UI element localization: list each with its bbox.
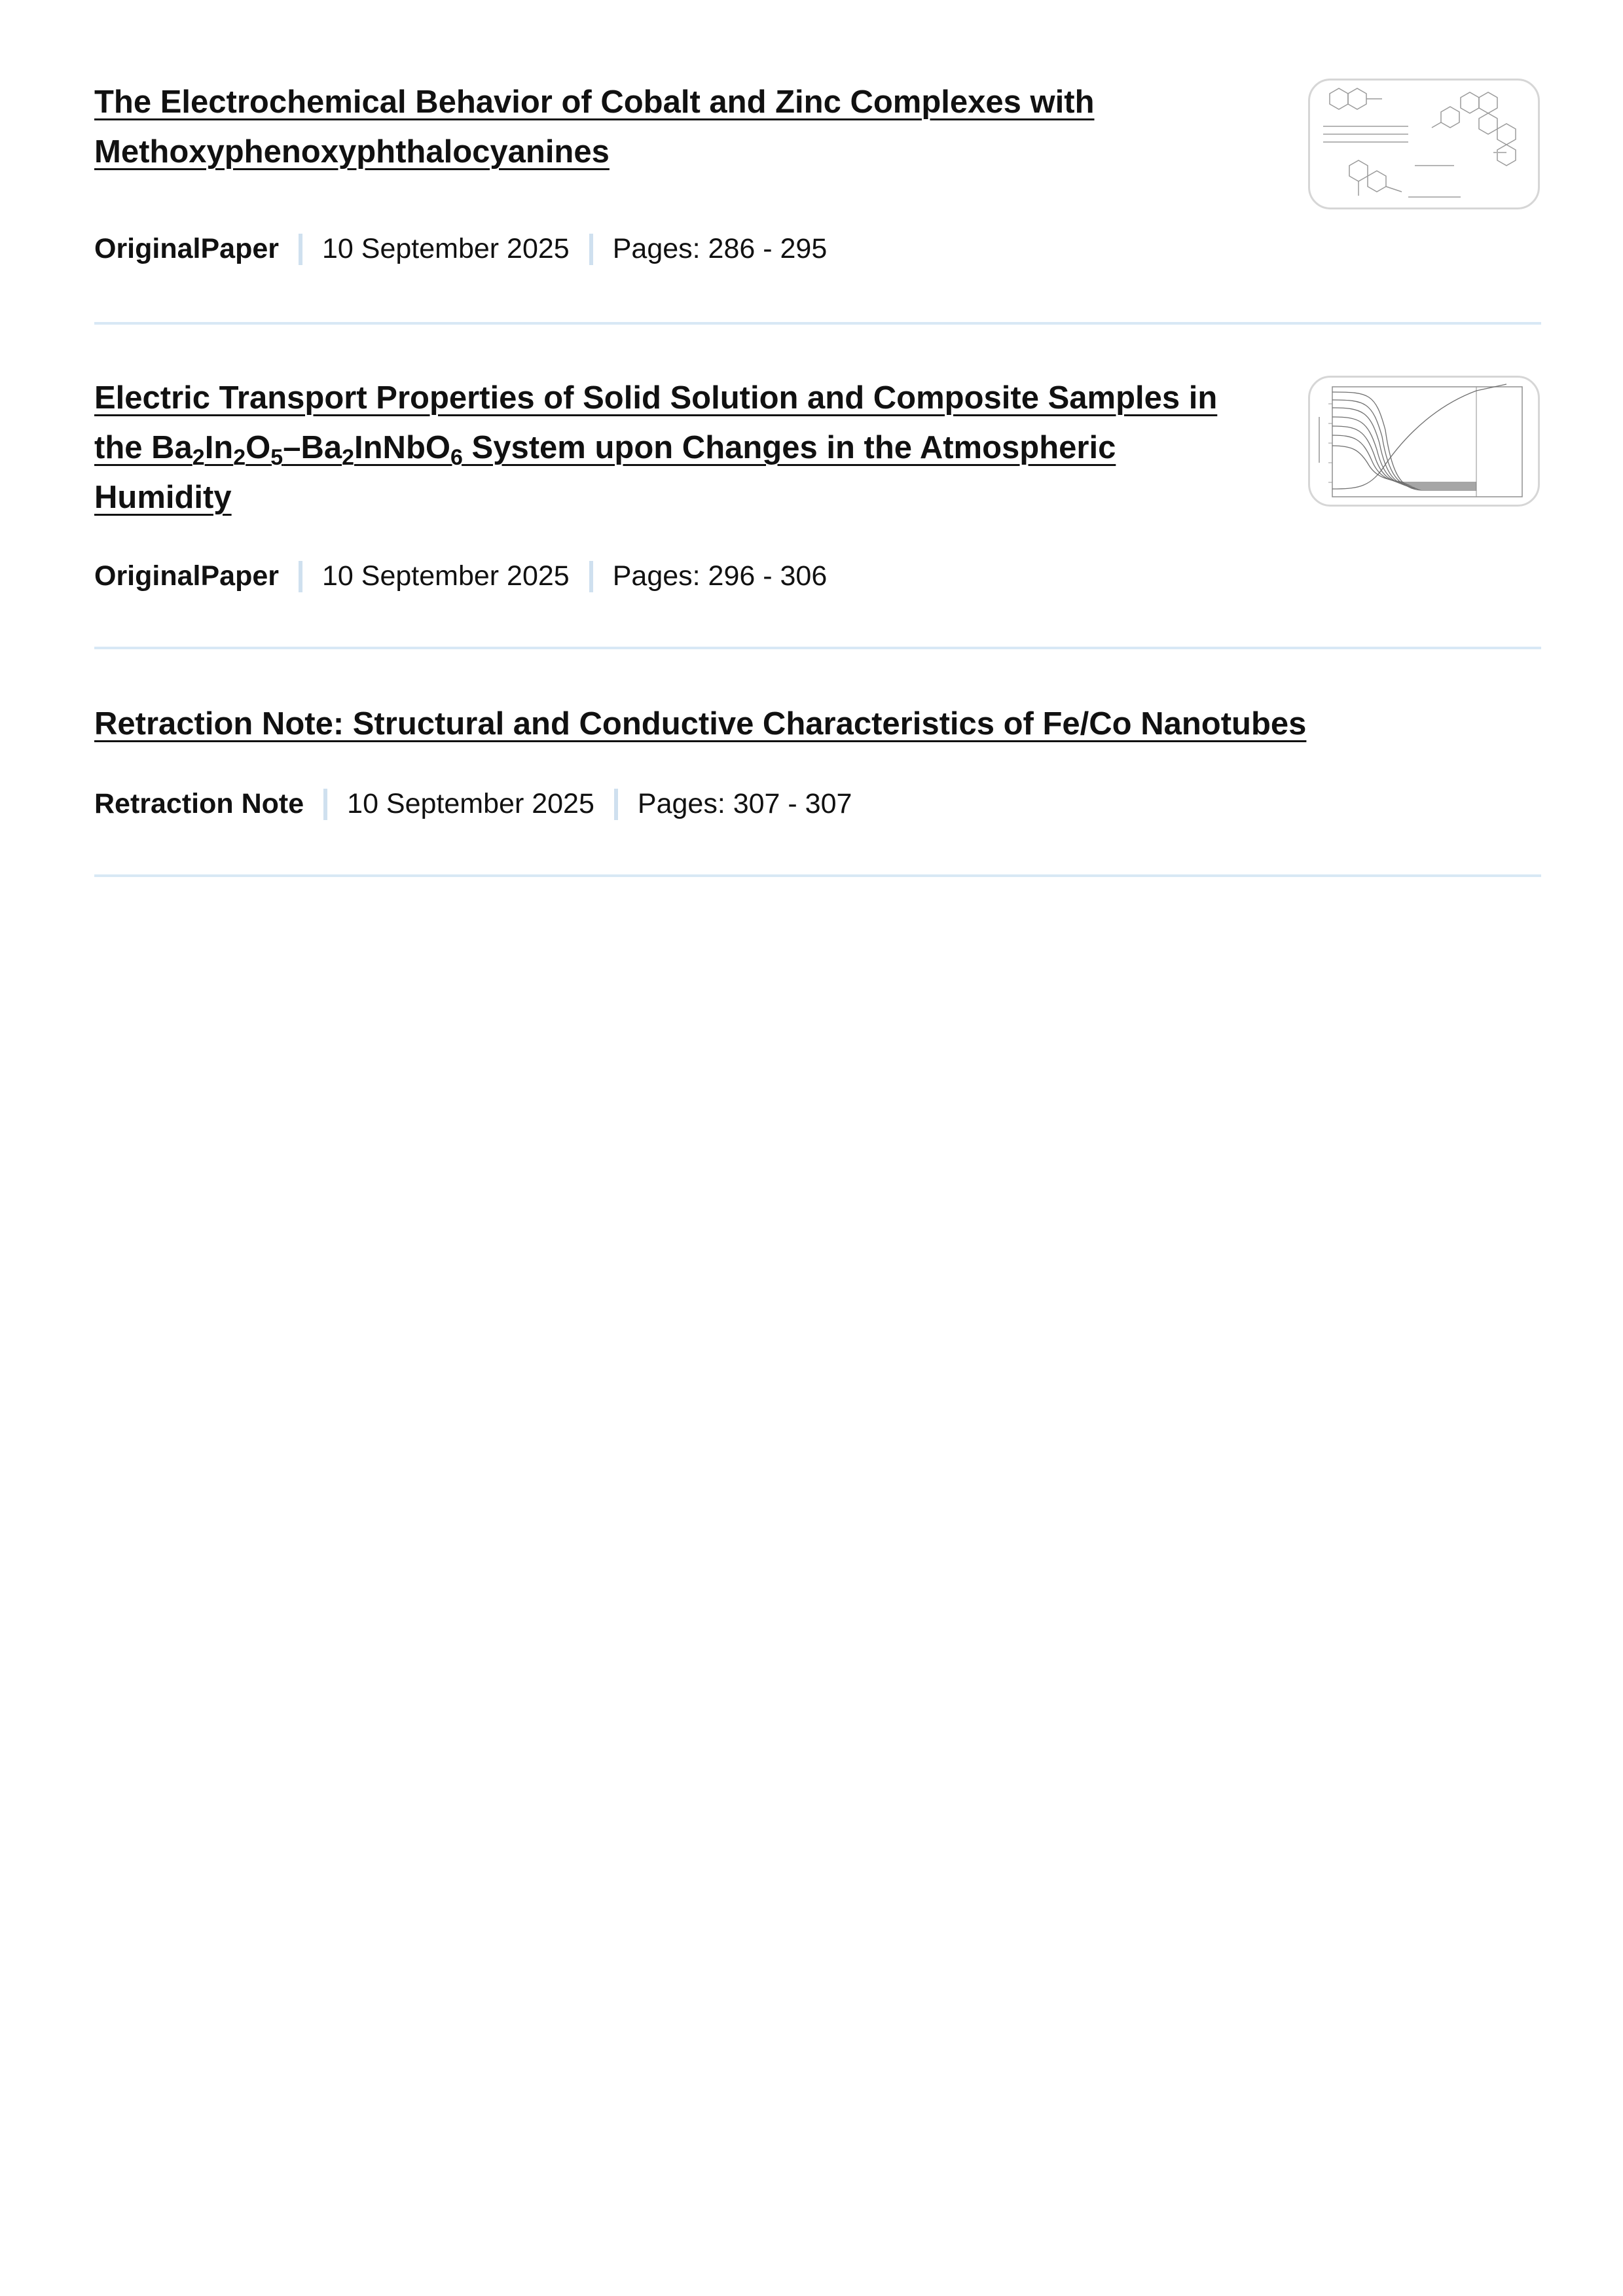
section-divider [94,322,1541,325]
meta-separator [614,789,618,820]
title-subscript: 2 [233,445,246,470]
article-pages: Pages: 307 - 307 [637,788,852,819]
meta-separator [323,789,327,820]
title-subscript: 2 [192,445,205,470]
meta-separator [299,561,302,592]
title-text-part: O [246,430,271,465]
title-text-part: InNbO [354,430,450,465]
article-type: OriginalPaper [94,560,279,592]
chemical-structure-thumbnail[interactable] [1308,79,1540,209]
article-pages: Pages: 286 - 295 [612,233,828,264]
section-divider [94,647,1541,649]
article-title-block [94,77,1247,177]
title-subscript: 2 [342,445,355,470]
article-title-link[interactable] [94,380,1217,515]
article-title-block [94,699,1541,749]
line-plot-thumbnail[interactable] [1308,376,1540,507]
article-meta [94,233,827,265]
article-type: Retraction Note [94,788,304,819]
article-date: 10 September 2025 [321,233,570,264]
article-meta [94,788,852,820]
title-text-part: –Ba [283,430,342,465]
article-title-link[interactable]: Retraction Note: Structural and Conductive Characteristics of Fe/Co Nanotubes [94,706,1307,742]
article-date: 10 September 2025 [321,560,570,592]
meta-separator [299,234,302,265]
title-text-part: System upon Changes in the Atmospheric Humidity [94,430,1116,515]
chemical-structure-icon [1310,81,1538,207]
article-pages: Pages: 296 - 306 [612,560,828,592]
article-title-link[interactable]: The Electrochemical Behavior of Cobalt and Zinc Complexes with Methoxyphenoxyphthalocyanines [94,84,1095,170]
article-title-block [94,373,1247,522]
article-date: 10 September 2025 [347,788,594,819]
article-type: OriginalPaper [94,233,279,264]
title-text-part: In [204,430,234,465]
meta-separator [589,561,593,592]
meta-separator [589,234,593,265]
title-subscript: 5 [270,445,283,470]
title-text-part: Electric Transport Properties of Solid Solution and Composite Samples in the Ba [94,380,1218,465]
line-plot-icon [1310,378,1538,505]
title-subscript: 6 [450,445,463,470]
section-divider [94,874,1541,877]
article-meta [94,560,827,592]
